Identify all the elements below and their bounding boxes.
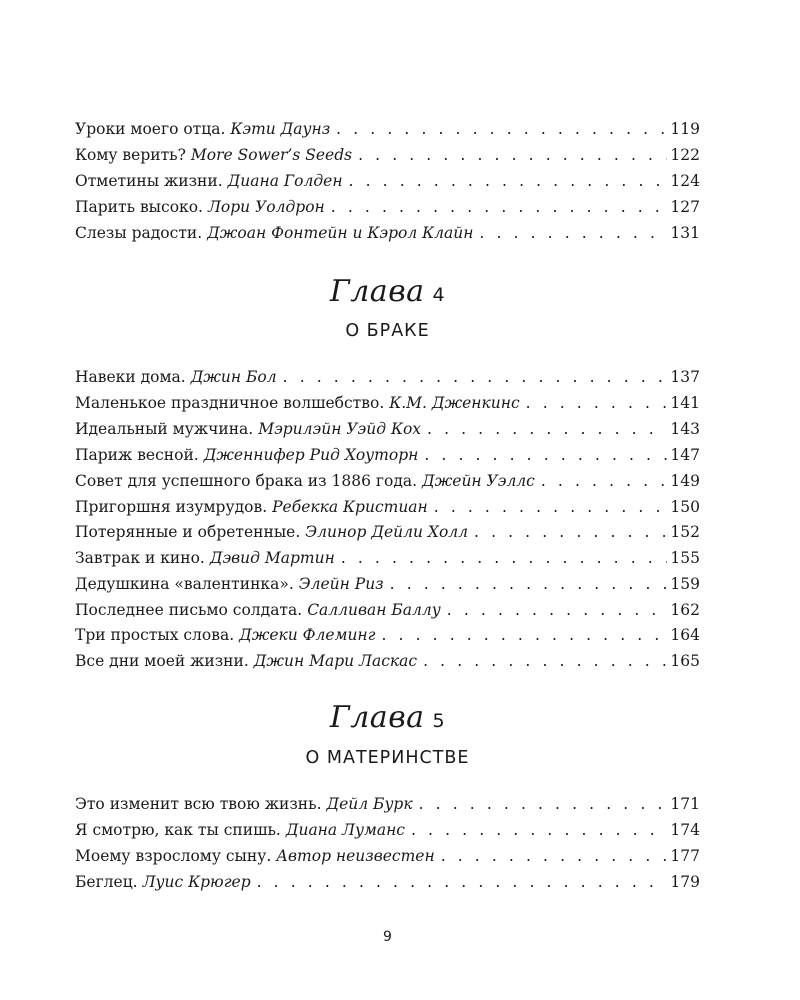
entry-title: Париж весной. [75, 446, 199, 464]
chapter-label: Глава [329, 274, 425, 309]
entry-page: 124 [670, 172, 700, 190]
dot-leader [419, 791, 668, 817]
toc-entry [75, 364, 700, 390]
toc-entry [75, 817, 700, 843]
entry-author: Лори Уолдрон [207, 198, 325, 216]
entry-author: More Sower’s Seeds [190, 146, 353, 164]
entry-page: 122 [670, 146, 700, 164]
entry-author: Мэрилэйн Уэйд Кох [258, 420, 422, 438]
chapter-heading [75, 272, 700, 315]
toc-entry [75, 545, 700, 571]
entry-title: Отметины жизни. [75, 172, 223, 190]
entry-title: Уроки моего отца. [75, 120, 226, 138]
entry-author: Дейл Бурк [326, 795, 413, 813]
dot-leader [424, 442, 667, 468]
entry-title: Идеальный мужчина. [75, 420, 254, 438]
toc-entry [75, 468, 700, 494]
toc-entry [75, 869, 700, 895]
dot-leader [349, 168, 668, 194]
entry-page: 127 [670, 198, 700, 216]
page-number: 9 [383, 929, 392, 945]
entry-title: Моему взрослому сыну. [75, 847, 272, 865]
entry-title: Завтрак и кино. [75, 549, 205, 567]
dot-leader [479, 220, 667, 246]
entry-author: Диана Голден [227, 172, 343, 190]
entry-author: Дженнифер Рид Хоуторн [203, 446, 419, 464]
toc-entry [75, 648, 700, 674]
dot-leader [411, 817, 667, 843]
entry-page: 131 [670, 224, 700, 242]
entry-page: 165 [670, 652, 700, 670]
dot-leader [283, 364, 668, 390]
entry-title: Пригоршня изумрудов. [75, 498, 268, 516]
entry-author: Ребекка Кристиан [272, 498, 428, 516]
entry-title: Маленькое праздничное волшебство. [75, 394, 385, 412]
entry-author: Салливан Баллу [307, 601, 441, 619]
toc-entry [75, 220, 700, 246]
toc-entry [75, 442, 700, 468]
entry-page: 162 [670, 601, 700, 619]
chapter-number: 5 [432, 710, 446, 732]
toc-entry [75, 494, 700, 520]
dot-leader [336, 116, 667, 142]
entry-author: Элинор Дейли Холл [305, 523, 469, 541]
entry-author: К.М. Дженкинс [389, 394, 520, 412]
toc-entry [75, 597, 700, 623]
dot-leader [427, 416, 667, 442]
dot-leader [434, 494, 668, 520]
entry-page: 149 [670, 472, 700, 490]
entry-title: Потерянные и обретенные. [75, 523, 301, 541]
dot-leader [541, 468, 668, 494]
toc-entry [75, 571, 700, 597]
entry-page: 179 [670, 873, 700, 891]
toc-entry [75, 116, 700, 142]
entry-page: 174 [670, 821, 700, 839]
entry-author: Автор неизвестен [276, 847, 435, 865]
entry-page: 177 [670, 847, 700, 865]
entry-page: 141 [670, 394, 700, 412]
entry-title: Последнее письмо солдата. [75, 601, 303, 619]
entry-title: Слезы радости. [75, 224, 203, 242]
dot-leader [341, 545, 668, 571]
entry-author: Джин Бол [190, 368, 277, 386]
dot-leader [257, 869, 668, 895]
entry-page: 147 [670, 446, 700, 464]
dot-leader [381, 622, 667, 648]
entry-author: Диана Луманс [285, 821, 405, 839]
toc-entry [75, 168, 700, 194]
entry-author: Джоан Фонтейн и Кэрол Клайн [207, 224, 474, 242]
toc-entry [75, 194, 700, 220]
chapter-heading [75, 698, 700, 741]
entry-author: Луис Крюгер [142, 873, 251, 891]
entry-author: Кэти Даунз [230, 120, 331, 138]
dot-leader [423, 648, 667, 674]
chapter-label: Глава [329, 700, 425, 735]
entry-title: Парить высоко. [75, 198, 203, 216]
dot-leader [358, 142, 667, 168]
entry-page: 137 [670, 368, 700, 386]
toc-entry [75, 142, 700, 168]
toc-entry [75, 791, 700, 817]
entry-title: Три простых слова. [75, 626, 235, 644]
chapter-number: 4 [432, 284, 446, 306]
toc-entry [75, 843, 700, 869]
entry-title: Навеки дома. [75, 368, 186, 386]
entry-page: 155 [670, 549, 700, 567]
dot-leader [447, 597, 668, 623]
dot-leader [390, 571, 668, 597]
toc-entry [75, 622, 700, 648]
entry-title: Беглец. [75, 873, 138, 891]
entry-page: 159 [670, 575, 700, 593]
entry-author: Джеки Флеминг [239, 626, 376, 644]
toc-entry [75, 519, 700, 545]
entry-page: 119 [670, 120, 700, 138]
entry-page: 150 [670, 498, 700, 516]
entry-page: 164 [670, 626, 700, 644]
dot-leader [331, 194, 668, 220]
toc-entry [75, 390, 700, 416]
chapter-subtitle: О БРАКЕ [345, 321, 430, 341]
chapter-subtitle: О МАТЕРИНСТВЕ [305, 748, 470, 768]
entry-title: Это изменит всю твою жизнь. [75, 795, 322, 813]
entry-title: Я смотрю, как ты спишь. [75, 821, 281, 839]
entry-page: 152 [670, 523, 700, 541]
entry-title: Все дни моей жизни. [75, 652, 249, 670]
entry-title: Дедушкина «валентинка». [75, 575, 294, 593]
entry-page: 171 [670, 795, 700, 813]
entry-author: Дэвид Мартин [209, 549, 335, 567]
dot-leader [474, 519, 667, 545]
dot-leader [441, 843, 668, 869]
entry-author: Джин Мари Ласкас [253, 652, 418, 670]
dot-leader [526, 390, 668, 416]
entry-title: Кому верить? [75, 146, 186, 164]
entry-author: Джейн Уэллс [422, 472, 535, 490]
entry-author: Элейн Риз [298, 575, 384, 593]
toc-entry [75, 416, 700, 442]
entry-title: Совет для успешного брака из 1886 года. [75, 472, 418, 490]
entry-page: 143 [670, 420, 700, 438]
